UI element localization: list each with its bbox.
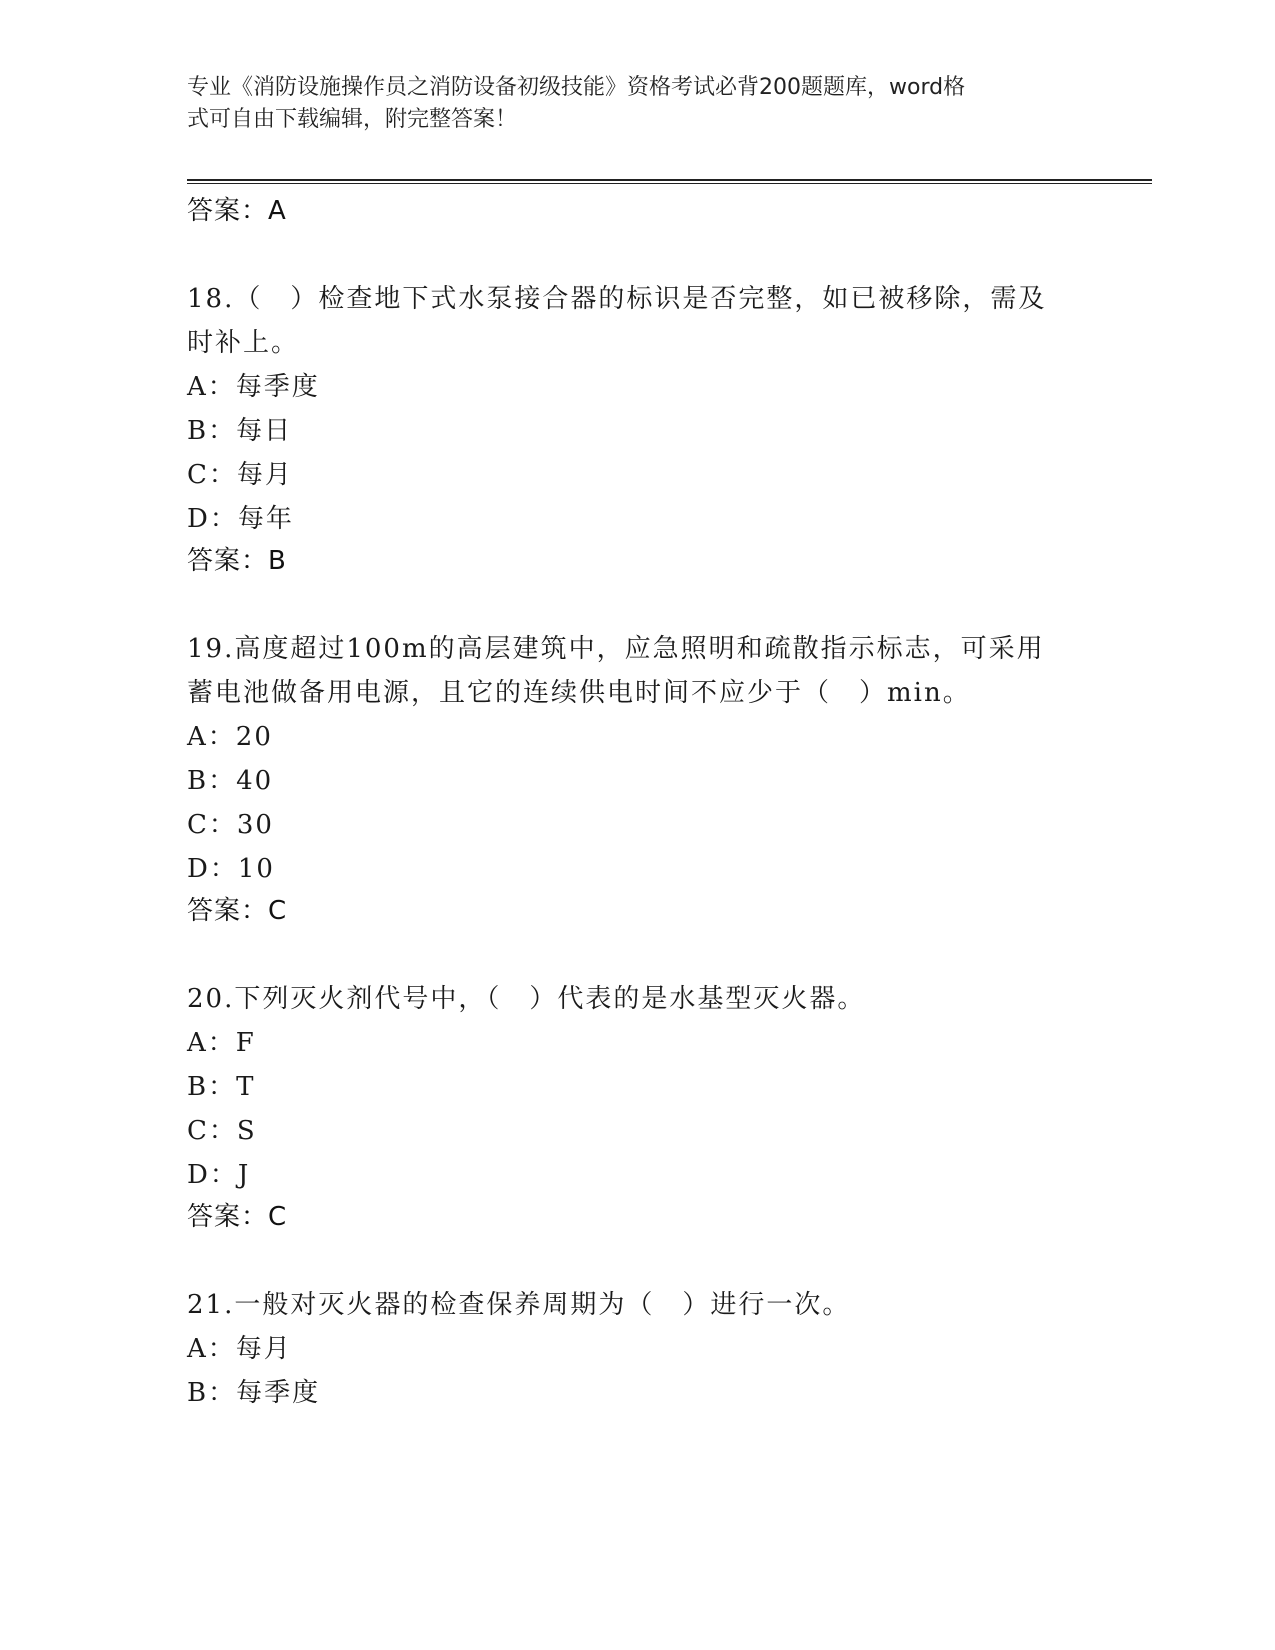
header-rule-thick: [187, 179, 1152, 181]
q20-option-c: C：S: [187, 1116, 257, 1146]
q21-option-b: B：每季度: [187, 1378, 321, 1408]
q18-answer: 答案：B: [187, 546, 287, 576]
q19-option-c: C：30: [187, 810, 274, 840]
q21-stem-line-1: 21.一般对灭火器的检查保养周期为（ ）进行一次。: [187, 1290, 851, 1320]
q19-option-b: B：40: [187, 766, 274, 796]
q18-stem-line-1: 18.（ ）检查地下式水泵接合器的标识是否完整，如已被移除，需及: [187, 284, 1047, 314]
q20-answer: 答案：C: [187, 1202, 288, 1232]
q18-option-d: D：每年: [187, 504, 294, 534]
q19-stem-line-2: 蓄电池做备用电源，且它的连续供电时间不应少于（ ）min。: [187, 678, 971, 708]
q19-option-a: A：20: [187, 722, 273, 752]
header-line-2: 式可自由下载编辑，附完整答案！: [187, 107, 518, 132]
q18-option-a: A：每季度: [187, 372, 320, 402]
q18-stem-line-2: 时补上。: [187, 328, 300, 358]
q20-stem-line-1: 20.下列灭火剂代号中，（ ）代表的是水基型灭火器。: [187, 984, 866, 1014]
q19-stem-line-1: 19.高度超过100m的高层建筑中，应急照明和疏散指示标志，可采用: [187, 634, 1045, 664]
q18-option-c: C：每月: [187, 460, 293, 490]
q18-option-b: B：每日: [187, 416, 293, 446]
q20-option-a: A：F: [187, 1028, 256, 1058]
header-rule-thin: [187, 183, 1152, 184]
header-line-1: 专业《消防设施操作员之消防设备初级技能》资格考试必背200题题库，word格: [187, 75, 966, 100]
q21-option-a: A：每月: [187, 1334, 292, 1364]
q19-answer: 答案：C: [187, 896, 288, 926]
q19-option-d: D：10: [187, 854, 275, 884]
answer-17: 答案：A: [187, 196, 287, 226]
q20-option-d: D：J: [187, 1160, 251, 1190]
q20-option-b: B：T: [187, 1072, 256, 1102]
page-header: [187, 72, 1087, 136]
